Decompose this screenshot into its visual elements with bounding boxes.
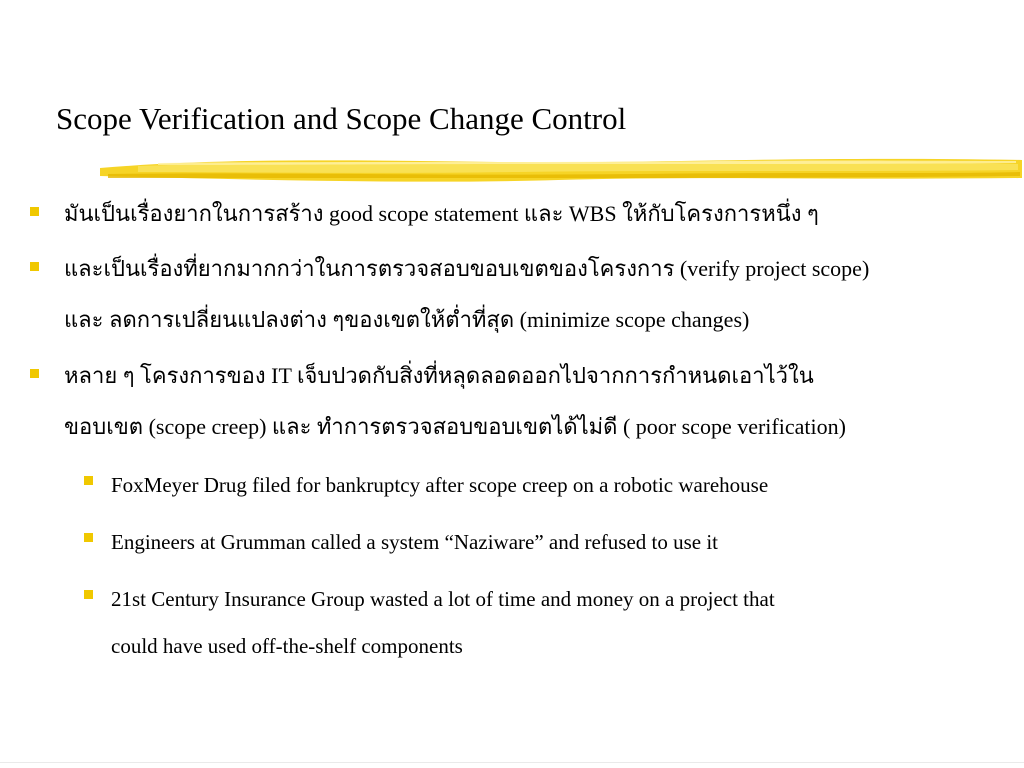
sub-bullet-marker [84, 476, 93, 485]
bottom-divider [0, 762, 1024, 763]
sub-bullet-3-line-2: could have used off-the-shelf components [111, 634, 463, 658]
title-underline-brush [98, 150, 1024, 190]
bullet-2-line-1: และเป็นเรื่องที่ยากมากกว่าในการตรวจสอบขอบเขตของโครงการ (verify project scope) [64, 256, 870, 281]
bullet-marker [30, 369, 39, 378]
sub-bullet-3-line-1: 21st Century Insurance Group wasted a lot of time and money on a project that [111, 587, 775, 611]
bullet-marker [30, 262, 39, 271]
sub-bullet-marker [84, 533, 93, 542]
sub-bullet-2-line-1: Engineers at Grumman called a system “Naziware” and refused to use it [111, 530, 719, 554]
bullet-2-line-2: และ ลดการเปลี่ยนแปลงต่าง ๆของเขตให้ต่ำที่สุด (minimize scope changes) [64, 307, 750, 332]
bullet-3-line-2: ขอบเขต (scope creep) และ ทำการตรวจสอบขอบเขตได้ไม่ดี ( poor scope verification) [64, 414, 846, 439]
bullet-3-line-1: หลาย ๆ โครงการของ IT เจ็บปวดกับสิ่งที่หลุดลอดออกไปจากการกำหนดเอาไว้ใน [64, 363, 814, 388]
slide-title: Scope Verification and Scope Change Control [56, 101, 627, 136]
bullet-marker [30, 207, 39, 216]
bullet-1-line-1: มันเป็นเรื่องยากในการสร้าง good scope statement และ WBS ให้กับโครงการหนึ่ง ๆ [64, 201, 819, 226]
sub-bullet-marker [84, 590, 93, 599]
sub-bullet-1-line-1: FoxMeyer Drug filed for bankruptcy after scope creep on a robotic warehouse [111, 473, 769, 497]
